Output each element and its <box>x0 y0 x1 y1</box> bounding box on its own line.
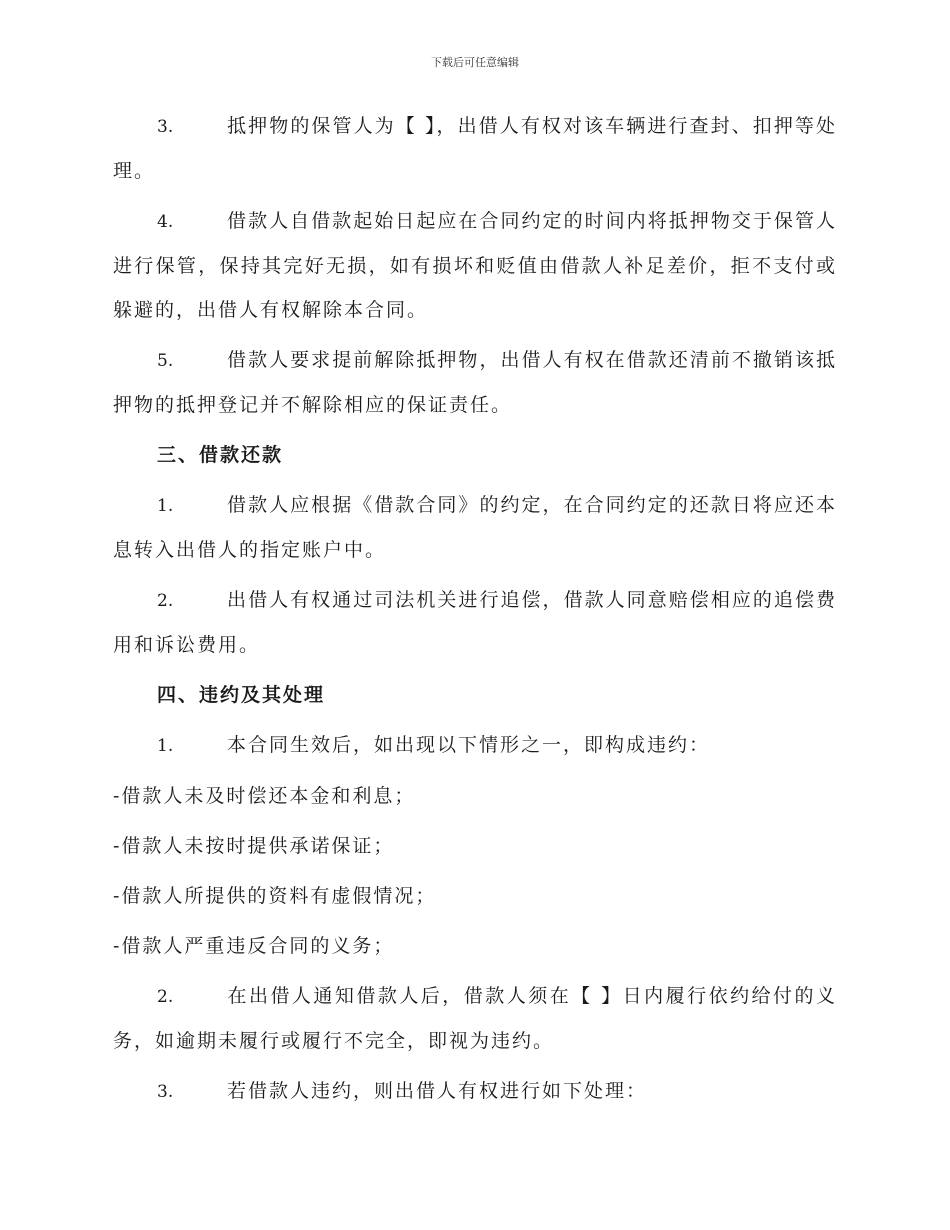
clause-text: 借款人自借款起始日起应在合同约定的时间内将抵押物交于保管人进行保管，保持其完好无损，如有损坏和贬值由借款人补足差价，拒不支付或躲避的，出借人有权解除本合同。 <box>113 210 837 321</box>
clause-3 <box>113 104 837 193</box>
repayment-clause-2 <box>113 578 837 667</box>
clause-number: 2. <box>157 591 174 611</box>
clause-number: 3. <box>157 1082 174 1102</box>
breach-clause-2 <box>113 974 837 1063</box>
breach-clause-1 <box>113 723 837 768</box>
repayment-clause-1 <box>113 483 837 572</box>
clause-text: 若借款人违约，则出借人有权进行如下处理： <box>227 1080 648 1102</box>
section-heading-repayment: 三、借款还款 <box>157 444 284 466</box>
clause-text: 本合同生效后，如出现以下情形之一，即构成违约： <box>227 734 711 756</box>
breach-list-item: -借款人未及时偿还本金和利息； <box>113 785 416 807</box>
clause-number: 4. <box>157 212 174 232</box>
clause-number: 1. <box>157 496 174 516</box>
breach-clause-3 <box>113 1069 837 1114</box>
breach-list-item: -借款人未按时提供承诺保证； <box>113 835 395 857</box>
clause-5 <box>113 338 837 427</box>
clause-text: 抵押物的保管人为【 】，出借人有权对该车辆进行查封、扣押等处理。 <box>113 115 837 182</box>
document-body <box>113 104 837 1120</box>
breach-list-item: -借款人所提供的资料有虚假情况； <box>113 885 437 907</box>
clause-text: 在出借人通知借款人后，借款人须在【 】日内履行依约给付的义务，如逾期未履行或履行不完全，即视为违约。 <box>113 985 837 1052</box>
clause-text: 借款人应根据《借款合同》的约定，在合同约定的还款日将应还本息转入出借人的指定账户中。 <box>113 494 837 561</box>
clause-number: 1. <box>157 736 174 756</box>
clause-number: 3. <box>157 117 174 137</box>
clause-number: 2. <box>157 987 174 1007</box>
clause-text: 出借人有权通过司法机关进行追偿，借款人同意赔偿相应的追偿费用和诉讼费用。 <box>113 589 837 656</box>
clause-4 <box>113 199 837 332</box>
breach-list-item: -借款人严重违反合同的义务； <box>113 935 395 957</box>
clause-number: 5. <box>157 351 174 371</box>
page-header: 下载后可任意编辑 <box>431 56 519 69</box>
section-heading-breach: 四、违约及其处理 <box>157 684 326 706</box>
clause-text: 借款人要求提前解除抵押物，出借人有权在借款还清前不撤销该抵押物的抵押登记并不解除相应的保证责任。 <box>113 349 837 416</box>
